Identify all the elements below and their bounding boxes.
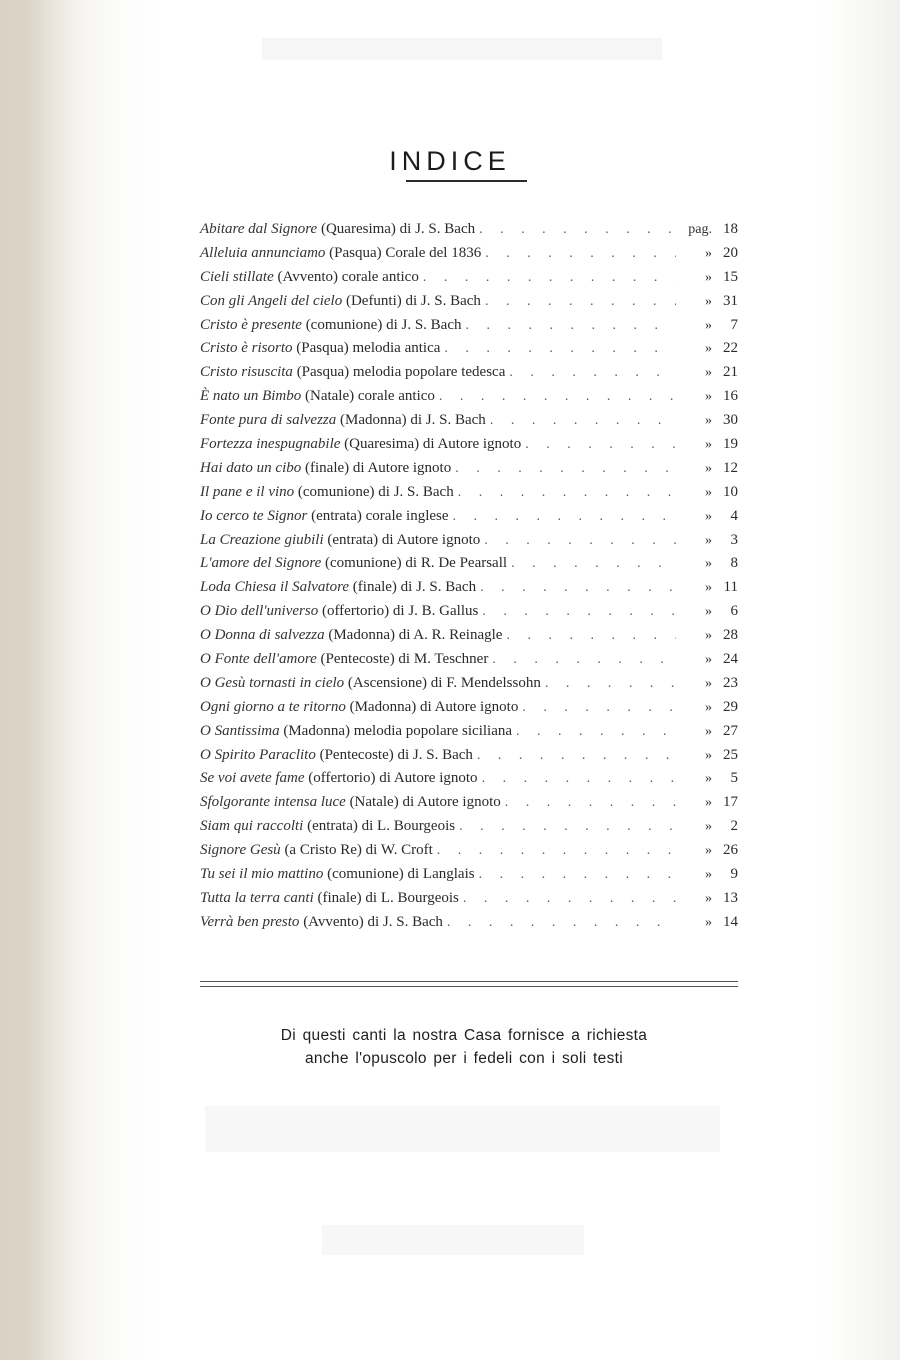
song-detail: (offertorio) di Autore ignoto — [304, 770, 478, 787]
song-title: O Fonte dell'amore — [200, 651, 317, 668]
song-detail: (comunione) di R. De Pearsall — [321, 555, 508, 572]
ditto-mark: » — [705, 460, 712, 476]
song-detail: (finale) di J. S. Bach — [349, 579, 477, 596]
page-number: 13 — [723, 889, 738, 906]
toc-entry — [200, 409, 738, 433]
song-title: Cristo è risorto — [200, 340, 293, 357]
toc-entry-text — [200, 839, 433, 863]
song-title: Abitare dal Signore — [200, 221, 318, 237]
dot-leader — [525, 433, 676, 457]
dot-leader — [479, 218, 676, 242]
dot-leader — [516, 720, 676, 744]
toc-entry — [200, 505, 738, 529]
toc-entry-text — [200, 481, 454, 505]
page-number: 26 — [723, 842, 738, 859]
toc-entry — [200, 361, 738, 385]
toc-entry-text — [200, 529, 480, 553]
dot-leader — [479, 863, 676, 887]
song-detail: (Ascensione) di F. Mendelssohn — [344, 674, 541, 691]
ditto-mark: » — [705, 245, 712, 261]
dot-leader — [480, 576, 676, 600]
toc-entry — [200, 433, 738, 457]
song-title: Siam qui raccolti — [200, 818, 304, 835]
dot-leader — [444, 337, 676, 361]
title-underline — [406, 180, 527, 182]
song-title: O Gesù tornasti in cielo — [200, 674, 345, 691]
song-detail: (entrata) di L. Bourgeois — [303, 818, 456, 835]
toc-entry-text — [200, 552, 507, 576]
ditto-mark: » — [705, 652, 712, 668]
ditto-mark: » — [705, 628, 712, 644]
dot-leader — [509, 361, 676, 385]
ditto-mark: » — [705, 365, 712, 381]
song-title: Ogni giorno a te ritorno — [200, 698, 346, 715]
page-number: 25 — [723, 746, 738, 763]
song-title: Signore Gesù — [200, 842, 281, 859]
toc-entry-text — [200, 720, 512, 744]
toc-entry — [200, 624, 738, 648]
song-detail: (entrata) corale inglese — [307, 507, 449, 524]
toc-entry — [200, 600, 738, 624]
song-detail: (Madonna) di Autore ignoto — [345, 698, 519, 715]
toc-entry-text — [200, 648, 488, 672]
song-title: O Dio dell'universo — [200, 603, 319, 620]
toc-entry — [200, 290, 738, 314]
page-number: 8 — [730, 555, 738, 572]
ditto-mark: » — [705, 389, 712, 405]
ditto-mark: » — [705, 341, 712, 357]
dot-leader — [458, 481, 676, 505]
song-title: Con gli Angeli del cielo — [200, 292, 343, 309]
song-title: Tutta la terra canti — [200, 889, 314, 906]
toc-entry — [200, 767, 738, 791]
song-detail: (Madonna) melodia popolare siciliana — [279, 722, 513, 739]
toc-entry-text — [200, 911, 443, 935]
toc-entry-text — [200, 624, 502, 648]
song-title: Hai dato un cibo — [200, 459, 302, 476]
toc-entry — [200, 314, 738, 338]
toc-entry — [200, 839, 738, 863]
page-number: 2 — [730, 818, 738, 835]
ditto-mark: » — [705, 675, 712, 691]
song-detail: (Natale) corale antico — [301, 388, 435, 405]
song-detail: (finale) di L. Bourgeois — [313, 889, 459, 906]
ditto-mark: » — [705, 580, 712, 596]
page-number: 29 — [723, 698, 738, 715]
toc-entry-text — [200, 600, 478, 624]
page-number: 6 — [730, 603, 738, 620]
song-title: O Santissima — [200, 722, 280, 739]
page-number: 16 — [723, 388, 738, 405]
song-detail: (comunione) di J. S. Bach — [294, 483, 454, 500]
page-number: 27 — [723, 722, 738, 739]
toc-entry — [200, 457, 738, 481]
song-title: È nato un Bimbo — [200, 388, 302, 405]
toc-entry — [200, 576, 738, 600]
dot-leader — [482, 767, 676, 791]
ditto-mark: » — [705, 867, 712, 883]
song-title: L'amore del Signore — [200, 555, 322, 572]
toc-entry-text — [200, 815, 455, 839]
page-prefix: pag. — [688, 222, 712, 237]
song-detail: (Avvento) di J. S. Bach — [299, 913, 443, 930]
page-number: 21 — [723, 364, 738, 381]
ditto-mark: » — [705, 843, 712, 859]
page-number: 23 — [723, 674, 738, 691]
show-through-heading — [262, 38, 662, 60]
song-title: Fonte pura di salvezza — [200, 412, 337, 429]
footnote-line-1: Di questi canti la nostra Casa fornisce a richiesta — [280, 1027, 648, 1044]
song-detail: (Pasqua) melodia popolare tedesca — [292, 364, 506, 381]
dot-leader — [463, 887, 676, 911]
ditto-mark: » — [705, 269, 712, 285]
ditto-mark: » — [705, 723, 712, 739]
ditto-mark: » — [705, 437, 712, 453]
toc-entry-text — [200, 218, 475, 242]
page-number: 11 — [723, 579, 738, 596]
song-title: Sfolgorante intensa luce — [200, 794, 346, 811]
toc-entry — [200, 648, 738, 672]
toc-entry-text — [200, 863, 475, 887]
toc-entry-text — [200, 791, 501, 815]
song-title: O Donna di salvezza — [200, 627, 325, 644]
song-detail: (Madonna) di J. S. Bach — [336, 412, 486, 429]
page-number: 3 — [730, 531, 738, 548]
page-number: 17 — [723, 794, 738, 811]
toc-entry-text — [200, 290, 481, 314]
dot-leader — [423, 266, 676, 290]
toc-entry — [200, 385, 738, 409]
page-number: 9 — [730, 866, 738, 883]
page-number: 22 — [723, 340, 738, 357]
ditto-mark: » — [705, 484, 712, 500]
song-detail: (Pasqua) Corale del 1836 — [325, 244, 482, 261]
ditto-mark: » — [705, 914, 712, 930]
song-title: Cristo risuscita — [200, 364, 293, 381]
dot-leader — [490, 409, 676, 433]
song-detail: (comunione) di Langlais — [323, 866, 475, 883]
dot-leader — [485, 242, 676, 266]
dot-leader — [482, 600, 676, 624]
dot-leader — [511, 552, 676, 576]
double-rule-divider — [200, 981, 738, 987]
song-title: Fortezza inespugnabile — [200, 436, 341, 453]
song-title: Io cerco te Signor — [200, 507, 308, 524]
page-number: 12 — [723, 459, 738, 476]
toc-entry — [200, 720, 738, 744]
song-detail: (Pentecoste) di J. S. Bach — [315, 746, 473, 763]
toc-entry-text — [200, 672, 541, 696]
toc-entry-text — [200, 457, 451, 481]
dot-leader — [437, 839, 676, 863]
ditto-mark: » — [705, 604, 712, 620]
page-number: 19 — [723, 436, 738, 453]
song-title: La Creazione giubili — [200, 531, 324, 548]
song-title: Se voi avete fame — [200, 770, 305, 787]
toc-entry-text — [200, 361, 505, 385]
song-title: Tu sei il mio mattino — [200, 866, 324, 883]
song-detail: (Defunti) di J. S. Bach — [342, 292, 481, 309]
toc-entry-text — [200, 242, 481, 266]
song-detail: (finale) di Autore ignoto — [301, 459, 452, 476]
song-detail: (Natale) di Autore ignoto — [345, 794, 501, 811]
page-title: INDICE — [389, 146, 511, 176]
toc-entry — [200, 481, 738, 505]
dot-leader — [506, 624, 676, 648]
toc-entry — [200, 744, 738, 768]
dot-leader — [484, 529, 676, 553]
toc-entry-text — [200, 385, 435, 409]
song-detail: (offertorio) di J. B. Gallus — [318, 603, 479, 620]
song-title: Il pane e il vino — [200, 483, 295, 500]
dot-leader — [453, 505, 676, 529]
song-detail: (Pentecoste) di M. Teschner — [316, 651, 489, 668]
toc-entry — [200, 218, 738, 242]
page-number: 5 — [730, 770, 738, 787]
ditto-mark: » — [705, 293, 712, 309]
ditto-mark: » — [705, 890, 712, 906]
page-number: 10 — [723, 483, 738, 500]
toc-entry — [200, 696, 738, 720]
dot-leader — [505, 791, 676, 815]
ditto-mark: » — [705, 747, 712, 763]
song-detail: (comunione) di J. S. Bach — [301, 316, 462, 333]
ditto-mark: » — [705, 532, 712, 548]
dot-leader — [522, 696, 676, 720]
toc-entry — [200, 552, 738, 576]
page-number: 4 — [730, 507, 738, 524]
toc-entry — [200, 887, 738, 911]
toc-entry-text — [200, 767, 478, 791]
dot-leader — [545, 672, 676, 696]
song-title: Cieli stillate — [200, 268, 274, 285]
song-detail: (Quaresima) di Autore ignoto — [340, 436, 522, 453]
dot-leader — [492, 648, 676, 672]
page-number: 28 — [723, 627, 738, 644]
toc-entry-text — [200, 505, 449, 529]
page-number: 7 — [730, 316, 738, 333]
ditto-mark: » — [705, 819, 712, 835]
toc-entry — [200, 672, 738, 696]
footnote-line-2: anche l'opuscolo per i fedeli con i soli testi — [305, 1050, 623, 1067]
ditto-mark: » — [705, 508, 712, 524]
table-of-contents — [200, 218, 738, 935]
toc-entry — [200, 529, 738, 553]
toc-entry — [200, 863, 738, 887]
song-detail: (Avvento) corale antico — [273, 268, 419, 285]
page-number: 24 — [723, 651, 738, 668]
song-detail: (Madonna) di A. R. Reinagle — [324, 627, 503, 644]
dot-leader — [447, 911, 676, 935]
dot-leader — [439, 385, 676, 409]
toc-entry — [200, 791, 738, 815]
toc-entry-text — [200, 576, 476, 600]
toc-entry-text — [200, 433, 521, 457]
toc-entry-text — [200, 409, 486, 433]
song-detail: (Pasqua) melodia antica — [292, 340, 441, 357]
page-number: 14 — [723, 913, 738, 930]
page-number: 31 — [723, 292, 738, 309]
song-title: Verrà ben presto — [200, 913, 300, 930]
toc-entry-text — [200, 744, 473, 768]
song-title: Cristo è presente — [200, 316, 302, 333]
dot-leader — [477, 744, 676, 768]
toc-entry-text — [200, 337, 440, 361]
footnote — [0, 1024, 900, 1070]
page-number: 30 — [723, 412, 738, 429]
toc-entry — [200, 911, 738, 935]
ditto-mark: » — [705, 699, 712, 715]
song-title: Alleluia annunciamo — [200, 244, 326, 261]
dot-leader — [466, 314, 677, 338]
toc-entry-text — [200, 266, 419, 290]
page-number: 18 — [723, 221, 738, 237]
toc-entry — [200, 815, 738, 839]
song-title: Loda Chiesa il Salvatore — [200, 579, 350, 596]
ditto-mark: » — [705, 413, 712, 429]
dot-leader — [459, 815, 676, 839]
song-detail: (Quaresima) di J. S. Bach — [317, 221, 476, 237]
toc-entry-text — [200, 696, 518, 720]
page-number: 15 — [723, 268, 738, 285]
song-title: O Spirito Paraclito — [200, 746, 316, 763]
show-through-banner — [205, 1106, 720, 1152]
toc-entry — [200, 242, 738, 266]
song-detail: (entrata) di Autore ignoto — [323, 531, 481, 548]
ditto-mark: » — [705, 556, 712, 572]
ditto-mark: » — [705, 317, 712, 333]
song-detail: (a Cristo Re) di W. Croft — [280, 842, 433, 859]
dot-leader — [455, 457, 676, 481]
dot-leader — [485, 290, 676, 314]
toc-entry — [200, 266, 738, 290]
page-number: 20 — [723, 244, 738, 261]
toc-entry-text — [200, 314, 462, 338]
ditto-mark: » — [705, 795, 712, 811]
ditto-mark: » — [705, 771, 712, 787]
toc-entry-text — [200, 887, 459, 911]
toc-entry — [200, 337, 738, 361]
show-through-box — [322, 1225, 584, 1255]
